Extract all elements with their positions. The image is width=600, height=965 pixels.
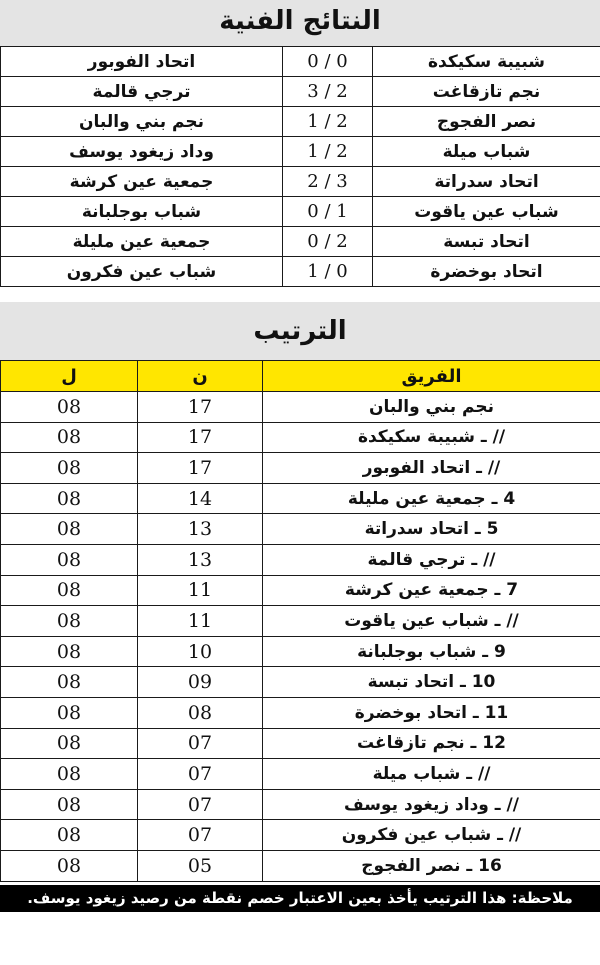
standings-header-row — [1, 361, 600, 392]
points-cell: 05 — [138, 850, 263, 881]
points-header: ن — [138, 361, 263, 392]
team-cell: نجم بني والبان — [263, 392, 600, 423]
played-cell: 08 — [1, 392, 138, 423]
standings-row — [1, 606, 600, 637]
played-cell: 08 — [1, 728, 138, 759]
standings-row — [1, 575, 600, 606]
played-cell: 08 — [1, 514, 138, 545]
points-cell: 17 — [138, 453, 263, 484]
points-cell: 08 — [138, 697, 263, 728]
home-team: شبيبة سكيكدة — [373, 47, 600, 77]
played-cell: 08 — [1, 453, 138, 484]
points-cell: 17 — [138, 422, 263, 453]
away-team: شباب عين فكرون — [1, 257, 283, 287]
team-cell: 4 ـ جمعية عين مليلة — [263, 483, 600, 514]
match-score: 3 / 2 — [283, 77, 373, 107]
match-score: 1 / 2 — [283, 137, 373, 167]
match-row — [1, 107, 600, 137]
team-cell: 5 ـ اتحاد سدراتة — [263, 514, 600, 545]
standings-row — [1, 820, 600, 851]
away-team: ترجي قالمة — [1, 77, 283, 107]
note-bar: ملاحظة: هذا الترتيب يأخذ بعين الاعتبار خصم نقطة من رصيد زيغود يوسف. — [0, 885, 600, 912]
team-cell: // ـ ترجي قالمة — [263, 544, 600, 575]
match-row — [1, 197, 600, 227]
team-cell: // ـ شباب ميلة — [263, 759, 600, 790]
away-team: وداد زيغود يوسف — [1, 137, 283, 167]
points-cell: 09 — [138, 667, 263, 698]
match-score: 0 / 0 — [283, 47, 373, 77]
results-title: النتائج الفنية — [0, 0, 600, 46]
home-team: شباب عين ياقوت — [373, 197, 600, 227]
home-team: نجم تازقاغت — [373, 77, 600, 107]
away-team: نجم بني والبان — [1, 107, 283, 137]
standings-row — [1, 759, 600, 790]
points-cell: 11 — [138, 606, 263, 637]
points-cell: 10 — [138, 636, 263, 667]
match-row — [1, 227, 600, 257]
played-cell: 08 — [1, 850, 138, 881]
points-cell: 07 — [138, 789, 263, 820]
standings-row — [1, 514, 600, 545]
team-cell: 12 ـ نجم تازقاغت — [263, 728, 600, 759]
results-table — [0, 46, 600, 287]
played-cell: 08 — [1, 697, 138, 728]
team-cell: 10 ـ اتحاد تبسة — [263, 667, 600, 698]
points-cell: 13 — [138, 514, 263, 545]
played-cell: 08 — [1, 544, 138, 575]
standings-row — [1, 667, 600, 698]
team-header: الفريق — [263, 361, 600, 392]
match-row — [1, 257, 600, 287]
match-score: 0 / 1 — [283, 197, 373, 227]
standings-title: الترتيب — [0, 302, 600, 360]
points-cell: 14 — [138, 483, 263, 514]
standings-row — [1, 850, 600, 881]
match-score: 0 / 2 — [283, 227, 373, 257]
team-cell: // ـ شبيبة سكيكدة — [263, 422, 600, 453]
played-cell: 08 — [1, 820, 138, 851]
away-team: جمعية عين مليلة — [1, 227, 283, 257]
away-team: جمعية عين كرشة — [1, 167, 283, 197]
standings-row — [1, 728, 600, 759]
standings-table — [0, 360, 600, 882]
standings-row — [1, 544, 600, 575]
played-cell: 08 — [1, 606, 138, 637]
played-cell: 08 — [1, 422, 138, 453]
team-cell: // ـ وداد زيغود يوسف — [263, 789, 600, 820]
team-cell: 7 ـ جمعية عين كرشة — [263, 575, 600, 606]
home-team: نصر الفجوج — [373, 107, 600, 137]
played-cell: 08 — [1, 483, 138, 514]
team-cell: 9 ـ شباب بوجلبانة — [263, 636, 600, 667]
match-row — [1, 167, 600, 197]
standings-row — [1, 636, 600, 667]
standings-row — [1, 697, 600, 728]
points-cell: 07 — [138, 759, 263, 790]
standings-row — [1, 483, 600, 514]
away-team: اتحاد الفوبور — [1, 47, 283, 77]
standings-row — [1, 453, 600, 484]
standings-row — [1, 422, 600, 453]
played-cell: 08 — [1, 759, 138, 790]
match-row — [1, 47, 600, 77]
points-cell: 11 — [138, 575, 263, 606]
team-cell: // ـ اتحاد الفوبور — [263, 453, 600, 484]
match-row — [1, 137, 600, 167]
standings-row — [1, 789, 600, 820]
match-row — [1, 77, 600, 107]
home-team: شباب ميلة — [373, 137, 600, 167]
team-cell: 16 ـ نصر الفجوج — [263, 850, 600, 881]
away-team: شباب بوجلبانة — [1, 197, 283, 227]
points-cell: 13 — [138, 544, 263, 575]
home-team: اتحاد سدراتة — [373, 167, 600, 197]
match-score: 1 / 2 — [283, 107, 373, 137]
points-cell: 07 — [138, 728, 263, 759]
match-score: 1 / 0 — [283, 257, 373, 287]
points-cell: 07 — [138, 820, 263, 851]
team-cell: 11 ـ اتحاد بوخضرة — [263, 697, 600, 728]
home-team: اتحاد تبسة — [373, 227, 600, 257]
standings-row — [1, 392, 600, 423]
played-cell: 08 — [1, 667, 138, 698]
played-header: ل — [1, 361, 138, 392]
points-cell: 17 — [138, 392, 263, 423]
team-cell: // ـ شباب عين ياقوت — [263, 606, 600, 637]
played-cell: 08 — [1, 789, 138, 820]
match-score: 2 / 3 — [283, 167, 373, 197]
home-team: اتحاد بوخضرة — [373, 257, 600, 287]
played-cell: 08 — [1, 575, 138, 606]
team-cell: // ـ شباب عين فكرون — [263, 820, 600, 851]
played-cell: 08 — [1, 636, 138, 667]
